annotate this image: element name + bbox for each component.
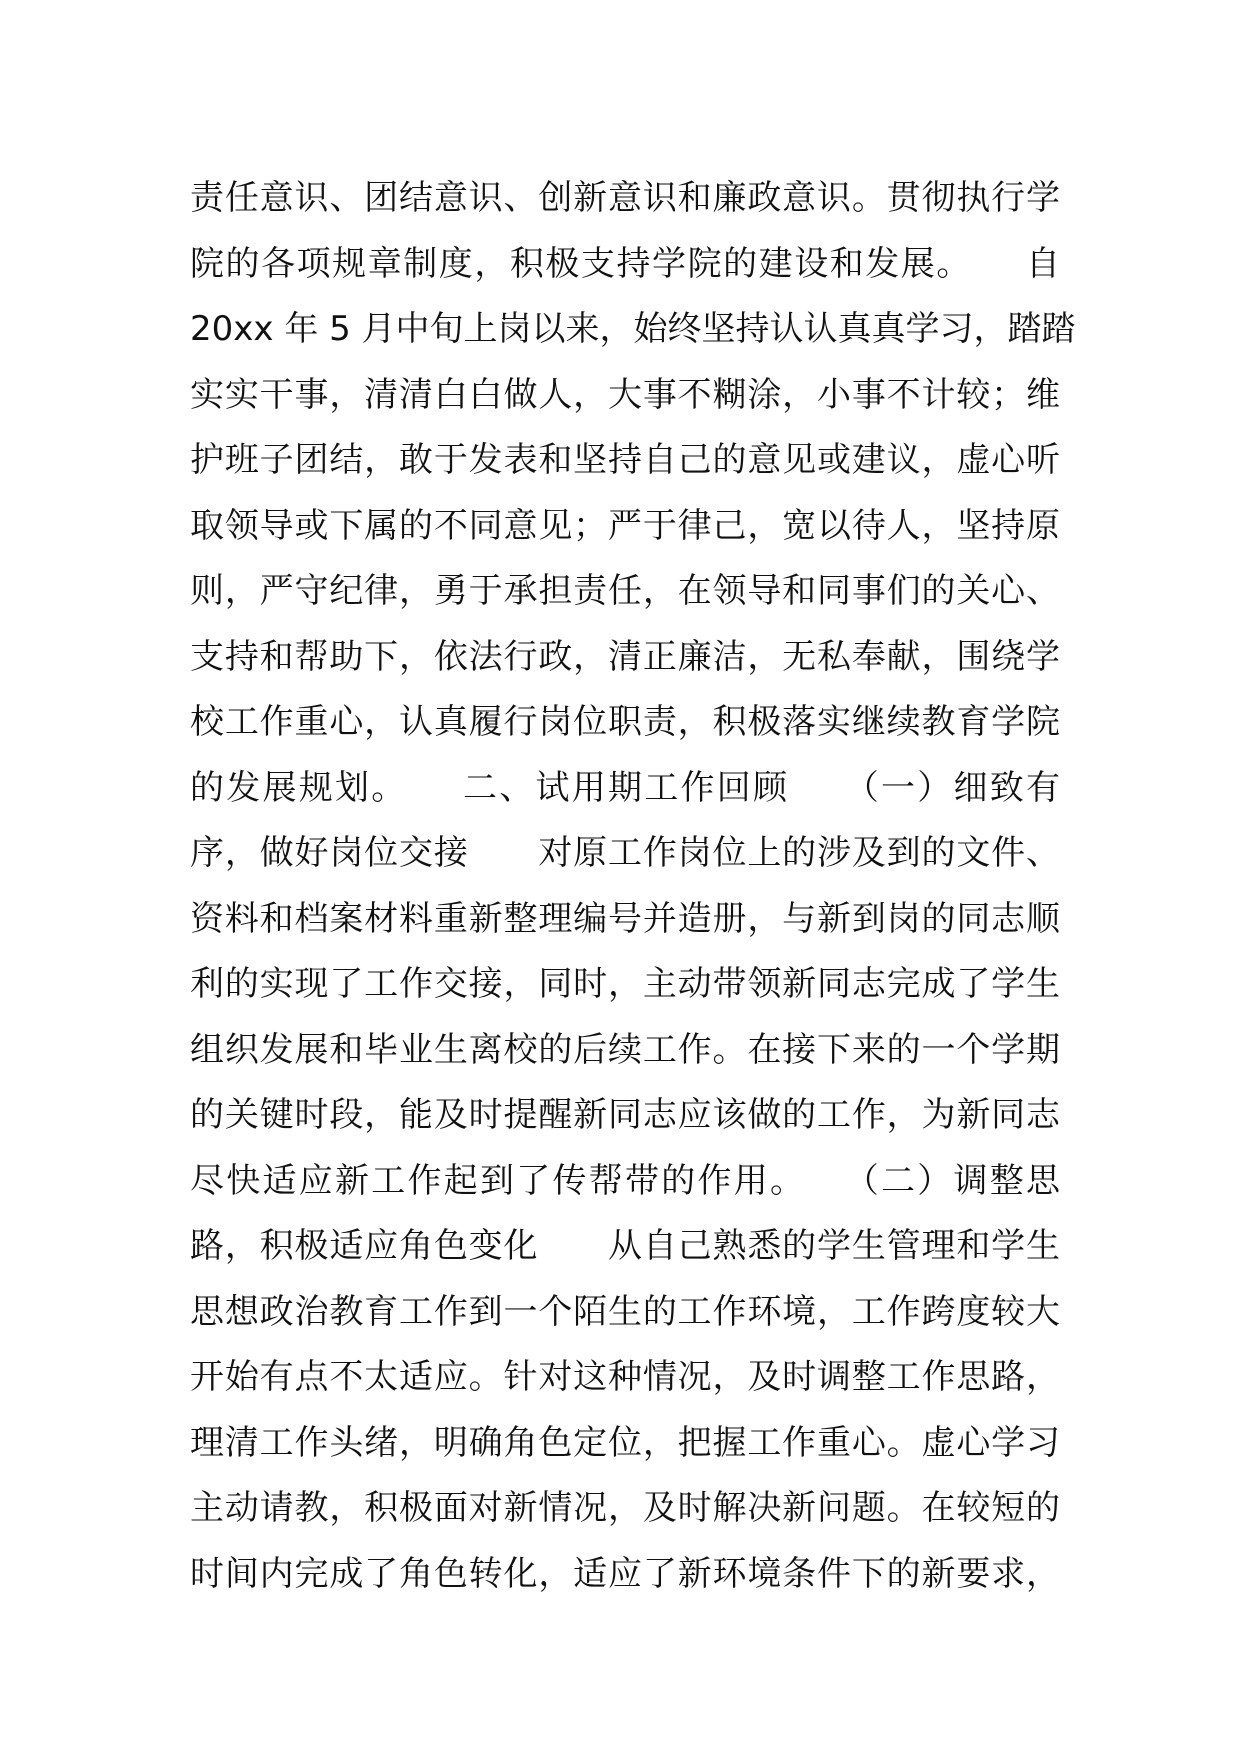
- text-line: 实实干事，清清白白做人，大事不糊涂，小事不计较；维: [190, 374, 1060, 415]
- text-line: 则，严守纪律，勇于承担责任，在领导和同事们的关心、: [190, 571, 1060, 611]
- text-line: 时间内完成了角色转化，适应了新环境条件下的新要求，: [190, 1553, 1060, 1594]
- text-line: 路，积极适应角色变化 从自己熟悉的学生管理和学生: [190, 1226, 1060, 1266]
- text-line: 支持和帮助下，依法行政，清正廉洁，无私奉献，围绕学: [190, 636, 1060, 677]
- text-line: 利的实现了工作交接，同时，主动带领新同志完成了学生: [190, 964, 1060, 1004]
- text-line: 20xx 年 5 月中旬上岗以来，始终坚持认认真真学习，踏踏: [190, 309, 1076, 349]
- text-line: 理清工作头绪，明确角色定位，把握工作重心。虚心学习: [190, 1422, 1060, 1463]
- text-line: 的发展规划。 二、试用期工作回顾 （一）细致有: [190, 767, 1060, 808]
- text-line: 校工作重心，认真履行岗位职责，积极落实继续教育学院: [190, 702, 1060, 742]
- text-line: 的关键时段，能及时提醒新同志应该做的工作，为新同志: [190, 1095, 1060, 1135]
- text-line: 组织发展和毕业生离校的后续工作。在接下来的一个学期: [190, 1029, 1060, 1070]
- text-line: 开始有点不太适应。针对这种情况，及时调整工作思路，: [190, 1357, 1060, 1397]
- text-line: 主动请教，积极面对新情况，及时解决新问题。在较短的: [190, 1488, 1060, 1528]
- text-line: 护班子团结，敢于发表和坚持自己的意见或建议，虚心听: [190, 440, 1060, 480]
- text-line: 取领导或下属的不同意见；严于律己，宽以待人，坚持原: [190, 505, 1060, 546]
- text-line: 尽快适应新工作起到了传帮带的作用。 （二）调整思: [190, 1160, 1060, 1201]
- text-line: 序，做好岗位交接 对原工作岗位上的涉及到的文件、: [190, 833, 1060, 873]
- text-line: 资料和档案材料重新整理编号并造册，与新到岗的同志顺: [190, 898, 1060, 939]
- text-line: 院的各项规章制度，积极支持学院的建设和发展。 自: [190, 243, 1060, 284]
- text-line: 责任意识、团结意识、创新意识和廉政意识。贯彻执行学: [190, 178, 1060, 218]
- text-line: 思想政治教育工作到一个陌生的工作环境，工作跨度较大: [190, 1291, 1060, 1332]
- body-text: [190, 166, 1076, 1607]
